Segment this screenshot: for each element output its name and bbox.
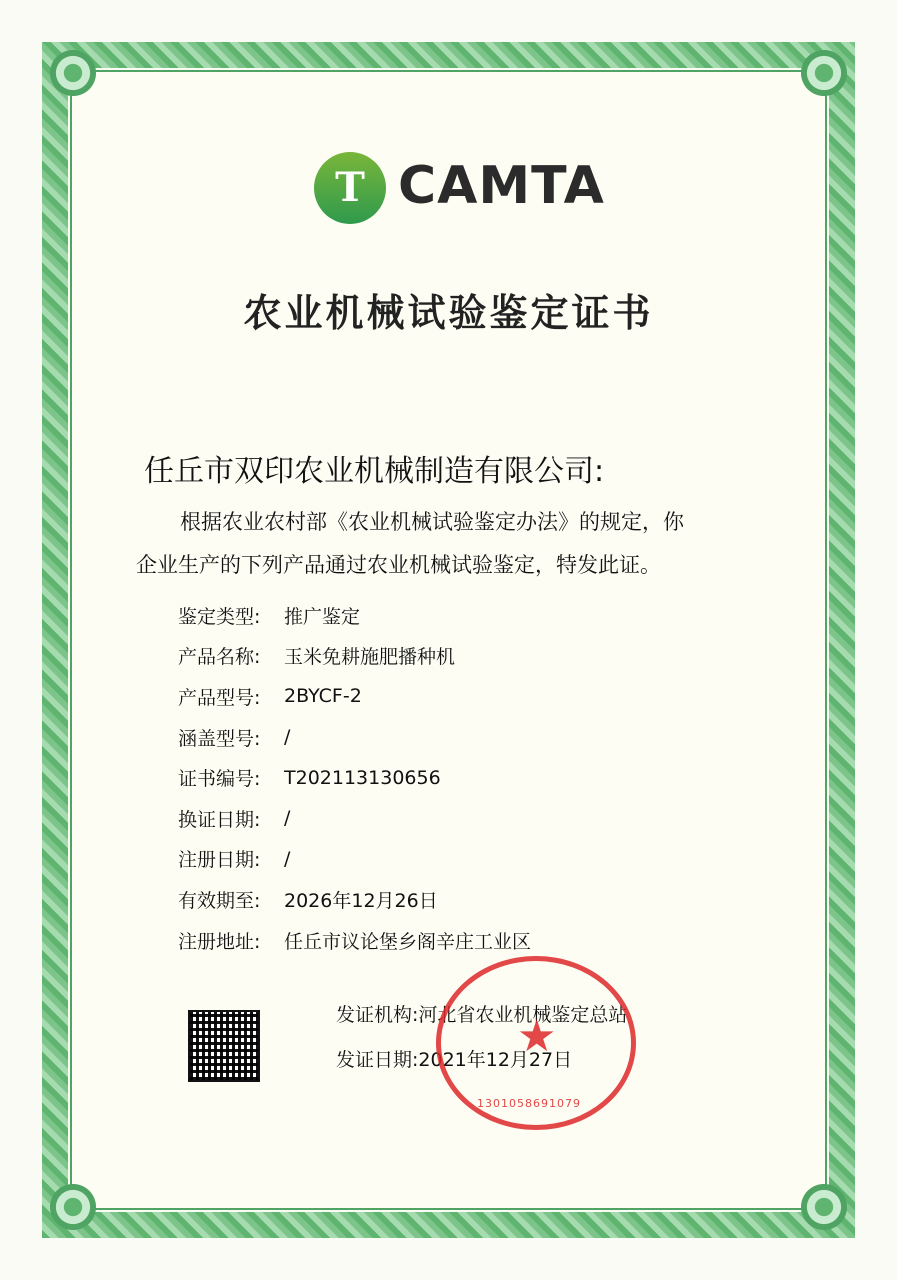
qr-code-icon <box>190 1012 258 1080</box>
field-value: 2BYCF-2 <box>284 685 362 708</box>
field-label: 鉴定类型: <box>178 605 261 628</box>
field-row <box>178 636 531 677</box>
seal-number: 1301058691079 <box>477 1097 581 1110</box>
field-label: 注册日期: <box>178 849 261 872</box>
field-value: 推广鉴定 <box>284 605 361 628</box>
logo-letter: T <box>335 164 365 211</box>
field-label: 有效期至: <box>178 889 261 912</box>
field-row <box>178 920 531 961</box>
field-row <box>178 879 531 920</box>
field-list <box>178 595 531 960</box>
field-value: / <box>284 726 291 749</box>
field-row <box>178 757 531 798</box>
field-label: 注册地址: <box>178 930 261 953</box>
field-row <box>178 839 531 880</box>
field-row <box>178 676 531 717</box>
issuer-org-label: 发证机构: <box>336 1004 419 1026</box>
corner-ornament-top-left <box>38 38 108 108</box>
field-value: / <box>284 807 291 830</box>
field-label: 换证日期: <box>178 808 261 831</box>
field-label: 产品型号: <box>178 686 261 709</box>
field-label: 涵盖型号: <box>178 727 261 750</box>
field-value: T202113130656 <box>284 766 441 789</box>
field-row <box>178 595 531 636</box>
field-value: 任丘市议论堡乡阁辛庄工业区 <box>284 930 532 953</box>
issue-date-label: 发证日期: <box>336 1049 419 1071</box>
seal-star-icon: ★ <box>517 1011 557 1062</box>
logo-text: CAMTA <box>398 156 605 216</box>
certificate-title: 农业机械试验鉴定证书 <box>243 290 654 335</box>
field-value: / <box>284 847 291 870</box>
body-text-line-2: 企业生产的下列产品通过农业机械试验鉴定，特发此证。 <box>136 553 661 577</box>
corner-ornament-top-right <box>789 38 859 108</box>
issue-date-value: 2021年12月27日 <box>418 1049 573 1071</box>
field-row <box>178 798 531 839</box>
official-seal <box>436 956 636 1130</box>
field-value: 玉米免耕施肥播种机 <box>284 646 456 669</box>
field-row <box>178 717 531 758</box>
camta-emblem-icon <box>314 152 386 224</box>
corner-ornament-bottom-left <box>38 1172 108 1242</box>
corner-ornament-bottom-right <box>789 1172 859 1242</box>
field-value: 2026年12月26日 <box>284 889 438 912</box>
issuer-org-value: 河北省农业机械鉴定总站 <box>418 1004 628 1026</box>
camta-logo <box>314 152 604 230</box>
field-label: 证书编号: <box>178 768 261 791</box>
company-name: 任丘市双印农业机械制造有限公司: <box>144 454 605 489</box>
body-text-line-1: 根据农业农村部《农业机械试验鉴定办法》的规定，你 <box>180 510 684 534</box>
field-label: 产品名称: <box>178 646 261 669</box>
